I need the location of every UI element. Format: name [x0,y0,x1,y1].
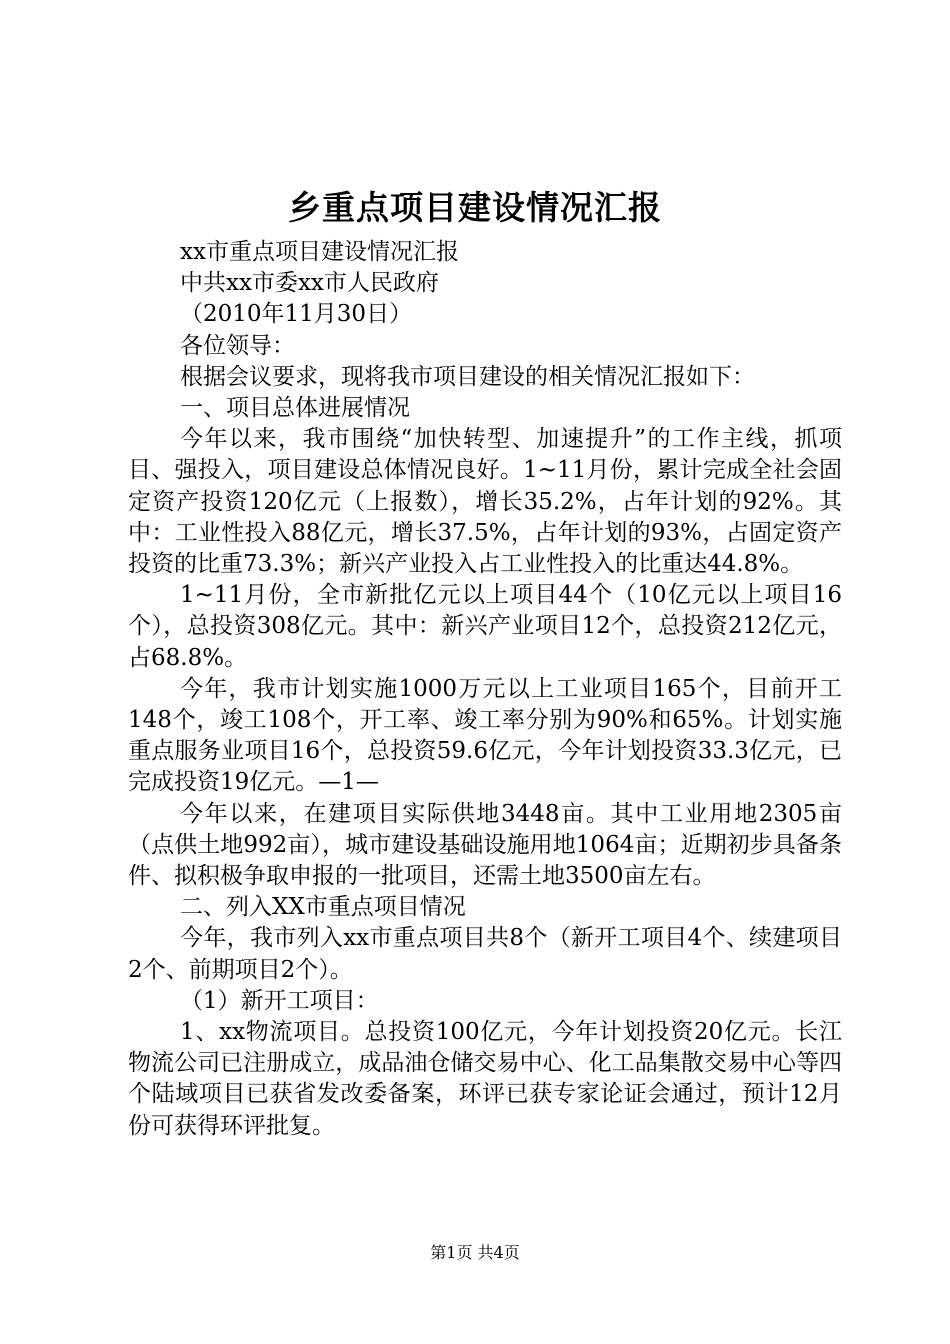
document-body [128,237,842,1142]
intro-line: 根据会议要求，现将我市项目建设的相关情况汇报如下： [180,363,755,390]
section-1-heading: 一、项目总体进展情况 [180,395,410,422]
issuer-line: 中共xx市委xx市人民政府 [180,270,439,297]
paragraph-logistics-project: 1、xx物流项目。总投资100亿元，今年计划投资20亿元。长江物流公司已注册成立，成品油仓储交易中心、化工品集散交易中心等四个陆域项目已获省发改委备案，环评已获专家论证会通过，预计12月份可获得环评批复。 [128,1019,842,1139]
paragraph-new-projects: 1~11月份，全市新批亿元以上项目44个（10亿元以上项目16个），总投资308亿元。其中：新兴产业项目12个，总投资212亿元，占68.8%。 [128,582,842,671]
paragraph-overall-progress: 今年以来，我市围绕“加快转型、加速提升”的工作主线，抓项目、强投入，项目建设总体情况良好。1~11月份，累计完成全社会固定资产投资120亿元（上报数），增长35.2%，占年计划的92%。其中：工业性投入88亿元，增长37.5%，占年计划的93%，占固定资产投资的比重73.3%；新兴产业投入占工业性投入的比重达44.8%。 [128,426,842,578]
section-2-heading: 二、列入XX市重点项目情况 [180,894,466,921]
new-projects-subheading: （1）新开工项目： [180,987,379,1014]
document-title: 乡重点项目建设情况汇报 [288,188,662,227]
report-heading-line: xx市重点项目建设情况汇报 [180,239,459,265]
date-line: （2010年11月30日） [180,301,413,328]
paragraph-industrial-projects: 今年，我市计划实施1000万元以上工业项目165个，目前开工148个，竣工108个，开工率、竣工率分别为90%和65%。计划实施重点服务业项目16个，总投资59.6亿元，今年计划投资33.3亿元，已完成投资19亿元。—1— [128,675,842,796]
page-footer: 第1页 共4页 [430,1243,520,1262]
paragraph-key-projects: 今年，我市列入xx市重点项目共8个（新开工项目4个、续建项目2个、前期项目2个）。 [128,925,842,983]
salutation-line: 各位领导： [180,332,295,359]
paragraph-land-supply: 今年以来，在建项目实际供地3448亩。其中工业用地2305亩（点供土地992亩），城市建设基础设施用地1064亩；近期初步具备条件、拟积极争取申报的一批项目，还需土地3500亩左右。 [128,800,842,890]
